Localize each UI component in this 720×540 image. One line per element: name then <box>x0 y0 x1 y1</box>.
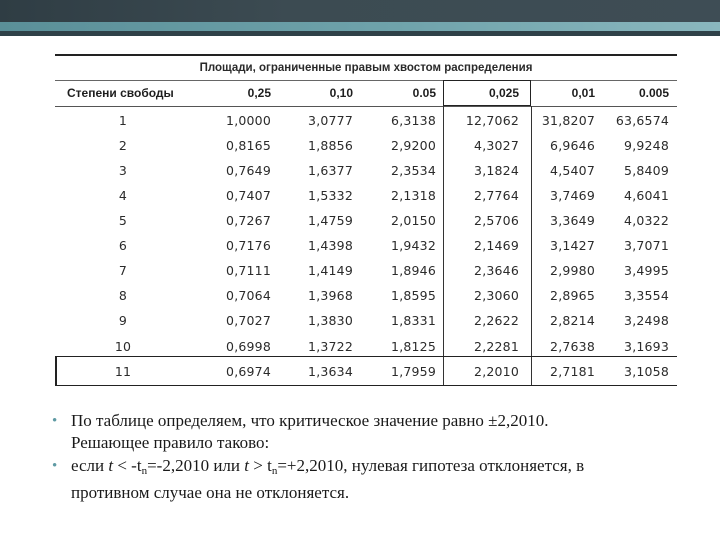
value-cell: 1,8946 <box>391 263 436 278</box>
slide-accent-bar <box>0 22 720 31</box>
table-row <box>55 183 677 208</box>
bullet-line: Решающее правило таково: <box>71 433 270 452</box>
value-cell: 3,0777 <box>308 113 353 128</box>
value-cell: 1,9432 <box>391 238 436 253</box>
highlighted-alpha-header <box>443 80 531 106</box>
value-cell: 3,1693 <box>624 339 669 354</box>
header-alpha-3: 0.05 <box>412 86 436 100</box>
value-cell: 5,8409 <box>624 163 669 178</box>
value-cell: 2,3060 <box>474 288 519 303</box>
header-alpha-2: 0,10 <box>329 86 353 100</box>
bullet-item <box>52 455 692 504</box>
value-cell: 2,7638 <box>550 339 595 354</box>
subscript-n: n <box>271 465 278 477</box>
value-cell: 3,2498 <box>624 313 669 328</box>
subscript-n: n <box>141 465 148 477</box>
value-cell: 1,5332 <box>308 188 353 203</box>
value-cell: 1,3968 <box>308 288 353 303</box>
value-cell: 12,7062 <box>465 113 519 128</box>
value-cell: 1,3830 <box>308 313 353 328</box>
value-cell: 1,4759 <box>308 213 353 228</box>
value-cell: 2,8214 <box>550 313 595 328</box>
table-row <box>55 308 677 333</box>
df-cell: 11 <box>114 364 132 379</box>
value-cell: 4,3027 <box>474 138 519 153</box>
table-title: Площади, ограниченные правым хвостом распределения <box>55 54 677 81</box>
value-cell: 2,1469 <box>474 238 519 253</box>
value-cell: 1,8856 <box>308 138 353 153</box>
value-cell: 0,6974 <box>226 364 271 379</box>
value-cell: 0,8165 <box>226 138 271 153</box>
table-row <box>55 208 677 233</box>
t-distribution-table <box>55 54 677 386</box>
header-alpha-1: 0,25 <box>247 86 271 100</box>
value-cell: 2,9980 <box>550 263 595 278</box>
value-cell: 3,3649 <box>550 213 595 228</box>
value-cell: 0,7407 <box>226 188 271 203</box>
df-cell: 1 <box>118 113 128 128</box>
value-cell: 2,7181 <box>550 364 595 379</box>
slide-accent-underline <box>0 31 720 36</box>
table-row <box>55 158 677 183</box>
variable-t: t <box>244 456 249 475</box>
value-cell: 0,6998 <box>226 339 271 354</box>
value-cell: 3,7071 <box>624 238 669 253</box>
df-cell: 9 <box>118 313 128 328</box>
value-cell: 1,8595 <box>391 288 436 303</box>
value-cell: 3,1427 <box>550 238 595 253</box>
table-row <box>55 258 677 283</box>
table-row <box>55 108 677 133</box>
value-cell: 0,7267 <box>226 213 271 228</box>
bullet-line <box>71 455 692 482</box>
df-cell: 2 <box>118 138 128 153</box>
text-fragment: < -t <box>113 456 142 475</box>
df-cell: 5 <box>118 213 128 228</box>
value-cell: 0,7027 <box>226 313 271 328</box>
highlighted-row-border <box>55 356 677 386</box>
header-alpha-5: 0,01 <box>571 86 595 100</box>
highlighted-row-left-border <box>55 356 57 386</box>
text-fragment: =-2,2010 или <box>147 456 245 475</box>
df-cell: 6 <box>118 238 128 253</box>
table-row <box>55 233 677 258</box>
value-cell: 1,8125 <box>391 339 436 354</box>
df-cell: 10 <box>114 339 132 354</box>
value-cell: 3,4995 <box>624 263 669 278</box>
value-cell: 2,2010 <box>474 364 519 379</box>
value-cell: 1,3722 <box>308 339 353 354</box>
value-cell: 2,3534 <box>391 163 436 178</box>
value-cell: 4,6041 <box>624 188 669 203</box>
value-cell: 2,2622 <box>474 313 519 328</box>
value-cell: 1,0000 <box>226 113 271 128</box>
value-cell: 0,7649 <box>226 163 271 178</box>
value-cell: 3,7469 <box>550 188 595 203</box>
value-cell: 3,3554 <box>624 288 669 303</box>
text-fragment: если <box>71 456 109 475</box>
value-cell: 4,5407 <box>550 163 595 178</box>
value-cell: 3,1058 <box>624 364 669 379</box>
header-alpha-4: 0,025 <box>488 86 519 100</box>
value-cell: 6,9646 <box>550 138 595 153</box>
value-cell: 4,0322 <box>624 213 669 228</box>
value-cell: 1,4149 <box>308 263 353 278</box>
value-cell: 0,7111 <box>226 263 271 278</box>
table-row <box>55 283 677 308</box>
value-cell: 31,8207 <box>541 113 595 128</box>
value-cell: 6,3138 <box>391 113 436 128</box>
value-cell: 2,9200 <box>391 138 436 153</box>
value-cell: 1,8331 <box>391 313 436 328</box>
value-cell: 1,4398 <box>308 238 353 253</box>
value-cell: 1,3634 <box>308 364 353 379</box>
value-cell: 9,9248 <box>624 138 669 153</box>
value-cell: 0,7176 <box>226 238 271 253</box>
value-cell: 2,3646 <box>474 263 519 278</box>
df-cell: 4 <box>118 188 128 203</box>
value-cell: 1,7959 <box>391 364 436 379</box>
table-row <box>55 133 677 158</box>
value-cell: 2,0150 <box>391 213 436 228</box>
text-fragment: > t <box>249 456 272 475</box>
value-cell: 2,5706 <box>474 213 519 228</box>
value-cell: 1,6377 <box>308 163 353 178</box>
bullet-icon: • <box>52 458 58 474</box>
df-cell: 8 <box>118 288 128 303</box>
header-degrees-of-freedom: Степени свободы <box>67 86 174 100</box>
bullet-line: По таблице определяем, что критическое значение равно ±2,2010. <box>71 411 549 430</box>
bullet-item <box>52 410 692 454</box>
value-cell: 2,1318 <box>391 188 436 203</box>
slide-top-bar <box>0 0 720 22</box>
df-cell: 3 <box>118 163 128 178</box>
conclusion-bullets <box>52 410 692 505</box>
value-cell: 2,7764 <box>474 188 519 203</box>
text-fragment: =+2,2010, нулевая гипотеза отклоняется, в <box>277 456 585 475</box>
value-cell: 3,1824 <box>474 163 519 178</box>
df-cell: 7 <box>118 263 128 278</box>
value-cell: 63,6574 <box>615 113 669 128</box>
variable-t: t <box>108 456 114 475</box>
value-cell: 2,2281 <box>474 339 519 354</box>
value-cell: 0,7064 <box>226 288 271 303</box>
bullet-line: противном случае она не отклоняется. <box>71 483 350 502</box>
header-alpha-6: 0.005 <box>638 86 669 100</box>
bullet-icon: • <box>52 413 58 429</box>
value-cell: 2,8965 <box>550 288 595 303</box>
table-header-row <box>55 80 677 107</box>
